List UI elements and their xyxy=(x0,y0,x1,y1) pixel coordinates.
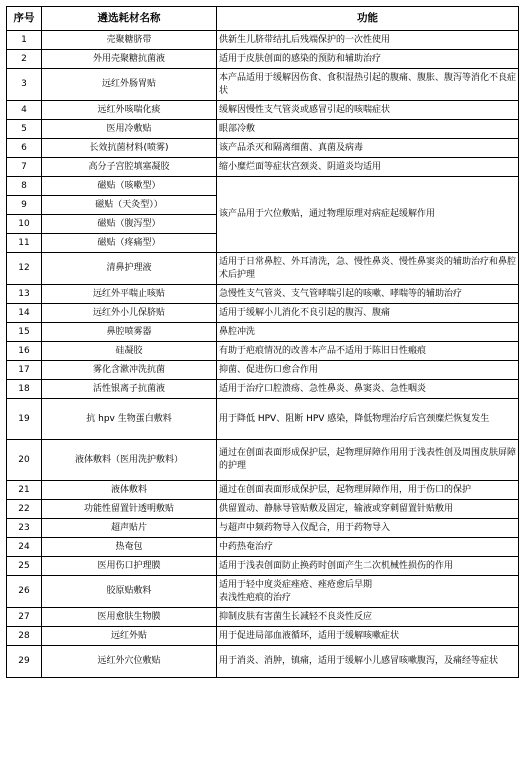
table-row xyxy=(7,399,519,440)
table-row xyxy=(7,177,519,196)
cell-func: 缓解因慢性支气管炎或感冒引起的咳喘症状 xyxy=(217,101,519,120)
table-row xyxy=(7,380,519,399)
cell-func: 供新生儿脐带结扎后残端保护的一次性使用 xyxy=(217,31,519,50)
cell-func: 本产品适用于缓解因伤食、食积湿热引起的腹痛、腹胀、腹泻等消化不良症状 xyxy=(217,69,519,101)
cell-name: 远红外穴位敷贴 xyxy=(42,646,217,678)
table-row xyxy=(7,69,519,101)
cell-name: 雾化含漱冲洗抗菌 xyxy=(42,361,217,380)
cell-name: 医用愈肤生物膜 xyxy=(42,608,217,627)
cell-func: 该产品杀灭和隔离细菌、真菌及病毒 xyxy=(217,139,519,158)
cell-no: 3 xyxy=(7,69,42,101)
table-row xyxy=(7,101,519,120)
table-row xyxy=(7,342,519,361)
cell-func: 该产品用于穴位敷贴，通过物理原理对病症起缓解作用 xyxy=(217,177,519,253)
cell-no: 27 xyxy=(7,608,42,627)
cell-name: 医用冷敷贴 xyxy=(42,120,217,139)
cell-name: 远红外小儿保脐贴 xyxy=(42,304,217,323)
cell-name: 磁贴（腹泻型） xyxy=(42,215,217,234)
cell-func: 眼部冷敷 xyxy=(217,120,519,139)
cell-func: 通过在创面表面形成保护层，起物理屏障作用用于浅表性创及周围皮肤屏障的护理 xyxy=(217,440,519,481)
cell-func: 抑制皮肤有害菌生长减轻不良炎性反应 xyxy=(217,608,519,627)
cell-name: 活性银离子抗菌液 xyxy=(42,380,217,399)
cell-func: 适用于皮肤创面的感染的预防和辅助治疗 xyxy=(217,50,519,69)
cell-name: 清鼻护理液 xyxy=(42,253,217,285)
cell-no: 5 xyxy=(7,120,42,139)
cell-func: 用于促进局部血液循环，适用于缓解咳嗽症状 xyxy=(217,627,519,646)
cell-func: 中药热奄治疗 xyxy=(217,538,519,557)
table-body xyxy=(7,31,519,678)
consumables-table-wrapper xyxy=(6,6,519,678)
cell-func: 急慢性支气管炎、支气管哮喘引起的咳嗽、哮喘等的辅助治疗 xyxy=(217,285,519,304)
table-row xyxy=(7,627,519,646)
cell-name: 超声贴片 xyxy=(42,519,217,538)
cell-name: 磁贴（天灸型）） xyxy=(42,196,217,215)
table-row xyxy=(7,608,519,627)
table-row xyxy=(7,646,519,678)
cell-no: 9 xyxy=(7,196,42,215)
cell-func: 适用于浅表创面防止换药时创面产生二次机械性损伤的作用 xyxy=(217,557,519,576)
table-row xyxy=(7,481,519,500)
cell-no: 12 xyxy=(7,253,42,285)
cell-name: 胶原贴敷料 xyxy=(42,576,217,608)
cell-no: 14 xyxy=(7,304,42,323)
table-row xyxy=(7,557,519,576)
cell-name: 磁贴（咳嗽型） xyxy=(42,177,217,196)
consumables-table xyxy=(6,6,519,678)
table-row xyxy=(7,139,519,158)
cell-no: 29 xyxy=(7,646,42,678)
cell-no: 21 xyxy=(7,481,42,500)
table-row xyxy=(7,304,519,323)
table-row xyxy=(7,120,519,139)
table-row xyxy=(7,158,519,177)
cell-no: 20 xyxy=(7,440,42,481)
cell-no: 26 xyxy=(7,576,42,608)
header-name: 遴选耗材名称 xyxy=(42,7,217,31)
cell-name: 高分子宫腔填塞凝胶 xyxy=(42,158,217,177)
table-row xyxy=(7,50,519,69)
cell-no: 15 xyxy=(7,323,42,342)
cell-no: 8 xyxy=(7,177,42,196)
cell-name: 远红外肠胃贴 xyxy=(42,69,217,101)
table-row xyxy=(7,500,519,519)
table-row xyxy=(7,323,519,342)
table-row xyxy=(7,285,519,304)
cell-name: 売聚糖脐带 xyxy=(42,31,217,50)
cell-func: 适用于缓解小儿消化不良引起的腹泻、腹痛 xyxy=(217,304,519,323)
cell-func-line: 适用于轻中度炎症痤疮、痤疮愈后早期 xyxy=(219,579,373,590)
cell-no: 16 xyxy=(7,342,42,361)
header-no: 序号 xyxy=(7,7,42,31)
table-row xyxy=(7,253,519,285)
cell-no: 18 xyxy=(7,380,42,399)
cell-func: 适用于日常鼻腔、外耳清洗，急、慢性鼻炎、慢性鼻窦炎的辅助治疗和鼻腔术后护理 xyxy=(217,253,519,285)
cell-no: 11 xyxy=(7,234,42,253)
cell-no: 25 xyxy=(7,557,42,576)
cell-func: 供留置动、静脉导管贴敷及固定，输液或穿刺留置针贴敷用 xyxy=(217,500,519,519)
cell-name: 抗 hpv 生物蛋白敷料 xyxy=(42,399,217,440)
cell-name: 磁贴（疼痛型） xyxy=(42,234,217,253)
table-row xyxy=(7,538,519,557)
cell-func xyxy=(217,576,519,608)
cell-no: 2 xyxy=(7,50,42,69)
cell-no: 17 xyxy=(7,361,42,380)
cell-func: 通过在创面表面形成保护层，起物理屏障作用，用于伤口的保护 xyxy=(217,481,519,500)
cell-name: 硅凝胶 xyxy=(42,342,217,361)
cell-name: 远红外贴 xyxy=(42,627,217,646)
cell-no: 10 xyxy=(7,215,42,234)
cell-name: 远红外平喘止咳贴 xyxy=(42,285,217,304)
cell-name: 长效抗菌材料(喷雾) xyxy=(42,139,217,158)
table-header-row xyxy=(7,7,519,31)
cell-name: 医用伤口护理膜 xyxy=(42,557,217,576)
cell-name: 热奄包 xyxy=(42,538,217,557)
cell-no: 7 xyxy=(7,158,42,177)
cell-name: 远红外咳喘化痰 xyxy=(42,101,217,120)
cell-no: 13 xyxy=(7,285,42,304)
table-row xyxy=(7,31,519,50)
cell-no: 4 xyxy=(7,101,42,120)
table-row xyxy=(7,519,519,538)
header-func: 功能 xyxy=(217,7,519,31)
cell-no: 23 xyxy=(7,519,42,538)
cell-name: 鼻腔喷雾器 xyxy=(42,323,217,342)
cell-func: 适用于治疗口腔溃疡、急性鼻炎、鼻窦炎、急性咽炎 xyxy=(217,380,519,399)
cell-func: 与超声中频药物导入仪配合，用于药物导入 xyxy=(217,519,519,538)
cell-no: 28 xyxy=(7,627,42,646)
cell-func: 缩小糜烂面等症状宫颈炎、阴道炎均适用 xyxy=(217,158,519,177)
cell-func: 抑菌、促进伤口愈合作用 xyxy=(217,361,519,380)
cell-no: 19 xyxy=(7,399,42,440)
cell-func: 用于降低 HPV、阻断 HPV 感染，降低物理治疗后宫颈糜烂恢复发生 xyxy=(217,399,519,440)
cell-func-line: 表浅性疤痕的治疗 xyxy=(219,592,292,603)
cell-name: 功能性留置针透明敷贴 xyxy=(42,500,217,519)
table-row xyxy=(7,361,519,380)
cell-func: 有助于疤痕情况的改善本产品不适用于陈旧日性瘢痕 xyxy=(217,342,519,361)
cell-func: 用于消炎、消肿，镇痛，适用于缓解小儿感冒咳嗽腹泻，及痛经等症状 xyxy=(217,646,519,678)
cell-name: 外用壳聚糖抗菌液 xyxy=(42,50,217,69)
cell-no: 24 xyxy=(7,538,42,557)
table-row xyxy=(7,440,519,481)
cell-no: 6 xyxy=(7,139,42,158)
cell-no: 22 xyxy=(7,500,42,519)
table-row xyxy=(7,576,519,608)
cell-no: 1 xyxy=(7,31,42,50)
cell-func: 鼻腔冲洗 xyxy=(217,323,519,342)
cell-name: 液体敷料（医用洗护敷料） xyxy=(42,440,217,481)
cell-name: 液体敷料 xyxy=(42,481,217,500)
